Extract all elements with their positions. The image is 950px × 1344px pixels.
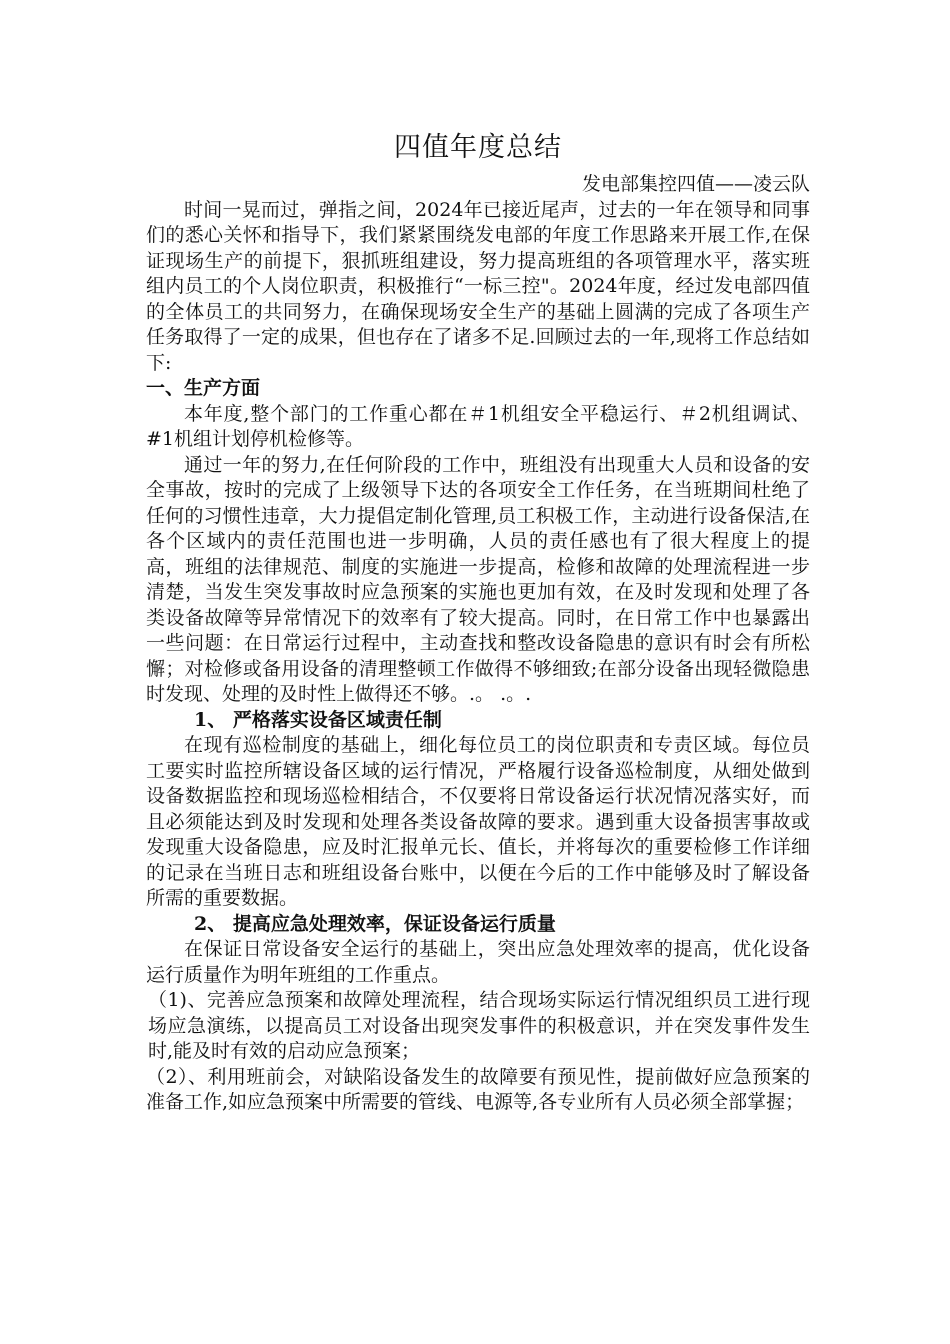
section-heading-production: 一、生产方面 [146,377,261,399]
document-page [146,128,810,1116]
subsection-paragraph: 在保证日常设备安全运行的基础上，突出应急处理效率的提高，优化设备运行质量作为明年班组的工作重点。 [146,938,810,986]
subsection-heading-responsibility: 1、 严格落实设备区域责任制 [194,708,442,731]
document-subtitle: 发电部集控四值——凌云队 [581,173,810,195]
list-item: （2）、利用班前会，对缺陷设备发生的故障要有预见性，提前做好应急预案的准备工作,如应急预案中所需要的管线、电源等,各专业所有人员必须全部掌握； [146,1065,810,1113]
subsection-paragraph: 在现有巡检制度的基础上，细化每位员工的岗位职责和专责区域。每位员工要实时监控所辖设备区域的运行情况，严格履行设备巡检制度，从细处做到设备数据监控和现场巡检相结合，不仅要将日常设备运行状况情况落实好，而且必须能达到及时发现和处理各类设备故障的要求。遇到重大设备损害事故或发现重大设备隐患，应及时汇报单元长、值长，并将每次的重要检修工作详细的记录在当班日志和班组设备台账中，以便在今后的工作中能够及时了解设备所需的重要数据。 [146,734,810,909]
intro-paragraph: 时间一晃而过，弹指之间，2024年已接近尾声，过去的一年在领导和同事们的悉心关怀和指导下，我们紧紧围绕发电部的年度工作思路来开展工作,在保证现场生产的前提下，狠抓班组建设，努力提高班组的各项管理水平，落实班组内员工的个人岗位职责，积极推行“一标三控"。2024年度，经过发电部四值的全体员工的共同努力，在确保现场安全生产的基础上圆满的完成了各项生产任务取得了一定的成果，但也存在了诸多不足.回顾过去的一年,现将工作总结如下: [146,198,810,374]
list-item: （1)、完善应急预案和故障处理流程，结合现场实际运行情况组织员工进行现场应急演练，以提高员工对设备出现突发事件的积极意识，并在突发事件发生时,能及时有效的启动应急预案； [148,989,810,1062]
document-title: 四值年度总结 [394,132,562,163]
section-paragraph: 通过一年的努力,在任何阶段的工作中，班组没有出现重大人员和设备的安全事故，按时的完成了上级领导下达的各项安全工作任务，在当班期间杜绝了任何的习惯性违章，大力提倡定制化管理,员工积极工作，主动进行设备保洁,在各个区域内的责任范围也进一步明确，人员的责任感也有了很大程度上的提高，班组的法律规范、制度的实施进一步提高，检修和故障的处理流程进一步清楚，当发生突发事故时应急预案的实施也更加有效，在及时发现和处理了各类设备故障等异常情况下的效率有了较大提高。同时，在日常工作中也暴露出一些问题：在日常运行过程中，主动查找和整改设备隐患的意识有时会有所松懈；对检修或备用设备的清理整顿工作做得不够细致;在部分设备出现轻微隐患时发现、处理的及时性上做得还不够。.。 .。. [146,453,810,705]
section-paragraph: 本年度,整个部门的工作重心都在＃1机组安全平稳运行、＃2机组调试、#1机组计划停机检修等。 [146,402,810,450]
subsection-heading-emergency: 2、 提高应急处理效率，保证设备运行质量 [194,912,556,935]
